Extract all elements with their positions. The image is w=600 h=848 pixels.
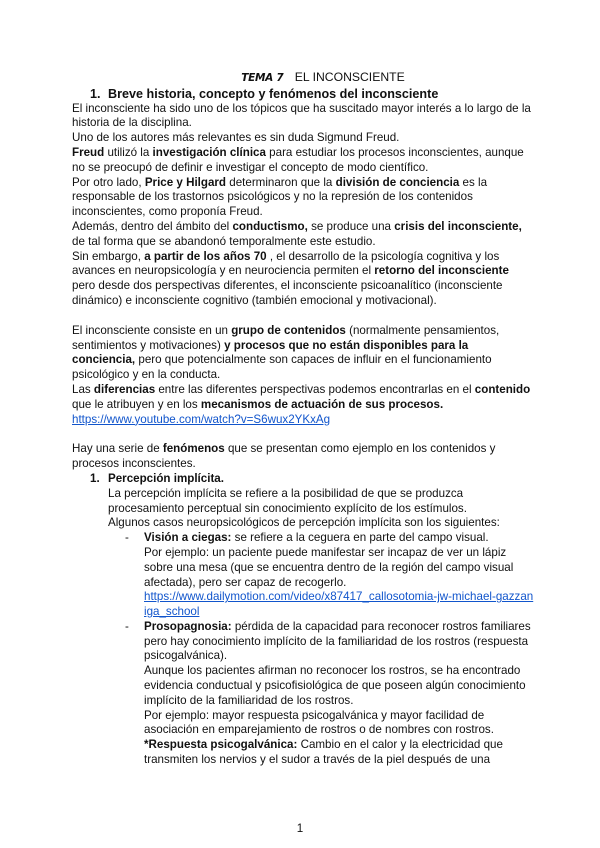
spacer [72,309,534,324]
text-span: de tal forma que se abandonó temporalmente este estudio. [72,234,376,248]
bullet-text [144,620,534,664]
implicit-perception-cases: Algunos casos neuropsicológicos de percepción implícita son los siguientes: [108,516,500,530]
bullet-dash: - [125,531,129,545]
text-span: utilizó la [104,145,153,159]
text-span: pero desde dos perspectivas diferentes, el inconsciente psicoanalítico (inconsciente dinámico) e inconsciente cognitivo (también emocional y motivacional). [72,279,503,307]
text-bold: Freud [72,145,105,159]
text-span: pérdida de la capacidad para reconocer rostros familiares pero hay conocimiento implícito de la familiaridad de los rostros (respuesta psicogalvánica). [144,619,531,663]
text-span: se refiere a la ceguera en parte del campo visual. [231,531,489,545]
section-title: Breve historia, concepto y fenómenos del inconsciente [108,86,439,101]
phenomena-intro [72,442,534,472]
text-bold: diferencias [93,382,156,396]
dailymotion-link-line [144,590,534,620]
text-bold: Visión a ciegas: [144,531,232,545]
text-bold: retorno del inconsciente [374,264,509,278]
text-bold: mecanismos de actuación de sus procesos. [200,397,444,411]
bullet-text [144,531,534,546]
text-bold: fenómenos [162,442,225,456]
implicit-perception-definition: La percepción implícita se refiere a la posibilidad de que se produzca procesamiento perceptual sin conocimiento explícito de los estímulos. [108,486,467,515]
text-span: El inconsciente consiste en un [72,323,232,337]
list-number: 1. [90,471,100,485]
bullet-prosopagnosia [125,619,534,768]
text-span: entre las diferentes perspectivas podemos encontrarlas en el [155,382,475,396]
youtube-link-line [72,413,534,428]
text-span: Cambio en el calor y la electricidad que transmiten los nervios y el sudor a través de la piel después de una [144,738,503,767]
text-bold: investigación clínica [152,145,266,159]
text-span: Además, dentro del ámbito del [72,219,233,233]
spacer [72,427,534,442]
text-span: , el desarrollo de la psicología cognitiva y los avances en neuropsicología y en neurociencia permiten el [72,249,500,278]
intro-paragraph-6 [72,250,534,309]
text-bold: y procesos que no están disponibles para la conciencia, [72,338,469,367]
page-number: 1 [296,822,304,835]
list-title: Percepción implícita. [108,471,224,485]
intro-paragraph-3 [72,146,534,176]
intro-paragraph-5 [72,220,534,250]
bullet-example: Por ejemplo: mayor respuesta psicogalvánica y mayor facilidad de asociación en emparejamiento de rostros o de nombres con rostros. [144,708,494,737]
text-span: (normalmente pensamientos, sentimientos y motivaciones) [72,323,500,352]
text-bold: contenido [474,382,531,396]
text-span: que se presentan como ejemplo en los contenidos y procesos inconscientes. [72,442,496,471]
definition-paragraph-2 [72,383,534,413]
intro-paragraph-1: El inconsciente ha sido uno de los tópicos que ha suscitado mayor interés a lo largo de la historia de la disciplina. [72,101,531,130]
text-bold: *Respuesta psicogalvánica: [144,738,298,752]
text-span: Hay una serie de [72,442,163,456]
bullet-example: Por ejemplo: un paciente puede manifestar ser incapaz de ver un lápiz sobre una mesa (que se encuentra dentro de la región del campo visual afectada), pero ser capaz de recogerlo. [144,545,514,589]
text-bold: Price y Hilgard [144,175,227,189]
document-title [112,70,534,86]
text-span: para estudiar los procesos inconscientes, aunque no se preocupó de definir e investigar el concepto de modo científico. [72,145,524,174]
page-content [72,70,534,768]
intro-paragraph-2: Uno de los autores más relevantes es sin duda Sigmund Freud. [72,131,400,145]
list-item-heading [90,472,534,487]
intro-paragraph-4 [72,176,534,220]
text-bold: Prosopagnosia: [144,619,232,633]
text-bold: grupo de contenidos [231,323,346,337]
tema-label: TEMA 7 [241,72,284,84]
text-bold: a partir de los años 70 [144,249,267,263]
text-span: determinaron que la [226,175,336,189]
bullet-note [144,738,534,768]
section-number: 1. [90,86,101,101]
text-span: pero que potencialmente son capaces de influir en el funcionamiento psicológico y en la conducta. [72,353,492,382]
bullet-blindsight [125,531,534,620]
dailymotion-link[interactable]: https://www.dailymotion.com/video/x87417_callosotomia-jw-michael-gazzaniga_school [144,590,534,619]
youtube-link[interactable]: https://www.youtube.com/watch?v=S6wux2YKxAg [72,412,331,426]
tema-title: EL INCONSCIENTE [294,70,405,84]
text-span: Por otro lado, [72,175,145,189]
text-bold: división de conciencia [335,175,460,189]
text-bold: crisis del inconsciente, [394,219,522,233]
definition-paragraph-1 [72,324,534,383]
text-span: se produce una [307,219,395,233]
bullet-paragraph: Aunque los pacientes afirman no reconocer los rostros, se ha encontrado evidencia conductual y psicofisiológica de que poseen algún conocimiento implícito de la familiaridad de los rostros. [144,664,526,707]
text-span: que le atribuyen y en los [72,397,201,411]
bullet-dash: - [125,619,129,633]
text-span: Las [72,382,94,396]
text-bold: conductismo, [232,219,308,233]
text-span: Sin embargo, [72,249,145,263]
section-heading [90,87,534,102]
text-span: es la responsable de los trastornos psicológicos y no la represión de los contenidos inconscientes, como proponía Freud. [72,175,488,219]
